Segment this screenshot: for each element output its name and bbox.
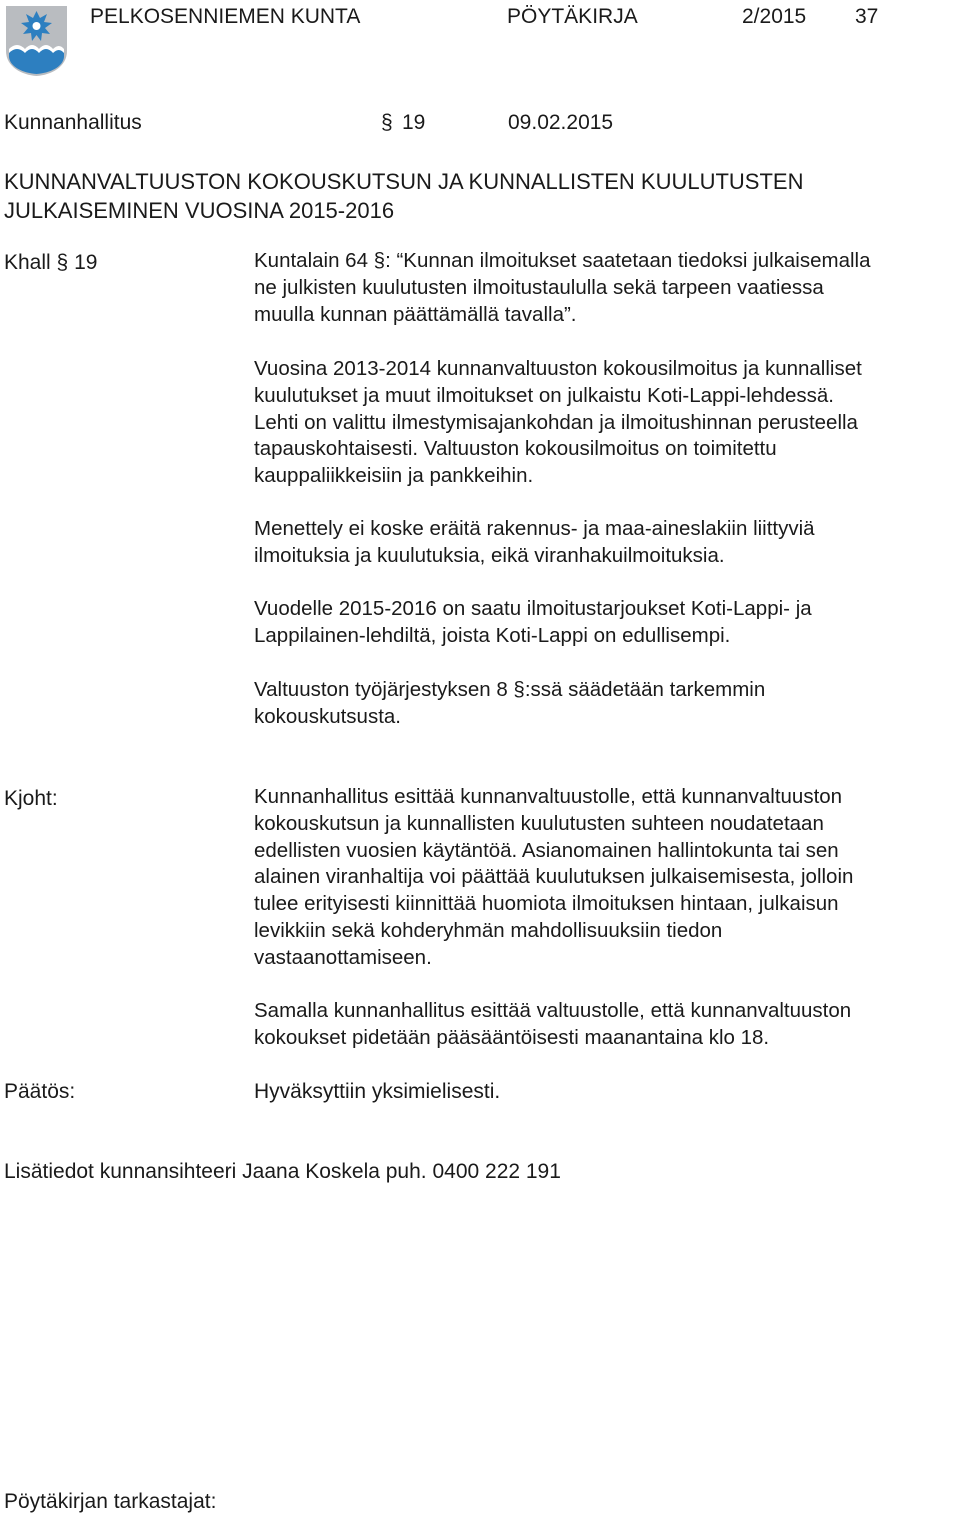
title-line-2: JULKAISEMINEN VUOSINA 2015-2016 xyxy=(4,198,395,223)
text-line: Kunnanhallitus esittää kunnanvaltuustolle, että kunnanvaltuuston xyxy=(254,785,843,808)
text-line: alainen viranhaltija voi päättää kuulutuksen julkaisemisesta, jolloin xyxy=(254,865,854,889)
text-line: Valtuuston työjärjestyksen 8 §:ssä säädetään tarkemmin xyxy=(254,678,766,701)
text-line: muulla kunnan päättämällä tavalla”. xyxy=(254,302,577,326)
text-line: kokouskutsusta. xyxy=(254,704,401,728)
text-line: edellisten vuosien käytäntöä. Asianomainen hallintokunta tai sen xyxy=(254,838,839,862)
text-line: Kuntalain 64 §: “Kunnan ilmoitukset saatetaan tiedoksi julkaisemalla xyxy=(254,249,871,272)
text-line: Lehti on valittu ilmestymisajankohdan ja ilmoitushinnan perusteella xyxy=(254,410,858,434)
municipality-name: PELKOSENNIEMEN KUNTA xyxy=(90,5,361,28)
khall-section-symbol: § xyxy=(56,251,69,274)
text-line: vastaanottamiseen. xyxy=(254,945,432,969)
paragraph-exceptions xyxy=(254,516,954,570)
contact-info: Lisätiedot kunnansihteeri Jaana Koskela puh. 0400 222 191 xyxy=(4,1160,561,1183)
text-line: Menettely ei koske eräitä rakennus- ja maa-aineslakiin liittyviä xyxy=(254,517,815,540)
meeting-body: Kunnanhallitus xyxy=(4,111,142,134)
text-line: kokouskutsun ja kunnallisten kuulutusten suhteen noudatetaan xyxy=(254,811,824,835)
text-line: tulee erityisesti kiinnittää huomiota ilmoituksen hintaan, julkaisun xyxy=(254,892,839,916)
proposal-paragraph-2 xyxy=(254,998,954,1052)
decision-label: Päätös: xyxy=(4,1080,76,1103)
text-line: Vuodelle 2015-2016 on saatu ilmoitustarjoukset Koti-Lappi- ja xyxy=(254,597,812,620)
proposal-label: Kjoht: xyxy=(4,787,58,810)
text-line: levikkiin sekä kohderyhmän mahdollisuuksiin tiedon xyxy=(254,918,723,942)
document-number: 2/2015 xyxy=(742,5,807,28)
text-line: kuulutukset ja muut ilmoitukset on julkaistu Koti-Lappi-lehdessä. xyxy=(254,383,834,407)
khall-label xyxy=(4,249,97,276)
text-line: kauppaliikkeisiin ja pankkeihin. xyxy=(254,464,534,488)
coat-of-arms-icon xyxy=(5,5,68,77)
text-line: ne julkisten kuulutusten ilmoitustaululla sekä tarpeen vaatiessa xyxy=(254,275,824,299)
paragraph-offers xyxy=(254,596,954,650)
text-line: ilmoituksia ja kuulutuksia, eikä viranhakuilmoituksia. xyxy=(254,543,725,567)
section-number: 19 xyxy=(402,111,426,134)
decision-text: Hyväksyttiin yksimielisesti. xyxy=(254,1080,501,1103)
section-symbol: § xyxy=(381,111,393,134)
text-line: Lappilainen-lehdiltä, joista Koti-Lappi on edullisempi. xyxy=(254,623,731,647)
text-line: Vuosina 2013-2014 kunnanvaltuuston kokousilmoitus ja kunnalliset xyxy=(254,357,862,380)
paragraph-rules xyxy=(254,677,954,731)
khall-number: 19 xyxy=(74,251,98,274)
paragraph-legal-basis xyxy=(254,248,954,328)
khall-text: Khall xyxy=(4,251,51,274)
meeting-date: 09.02.2015 xyxy=(508,111,614,134)
text-line: tapauskohtaisesti. Valtuuston kokousilmoitus on toimitettu xyxy=(254,437,777,461)
title-line-1: KUNNANVALTUUSTON KOKOUSKUTSUN JA KUNNALLISTEN KUULUTUSTEN xyxy=(4,169,804,194)
text-line: kokoukset pidetään pääsääntöisesti maanantaina klo 18. xyxy=(254,1025,770,1049)
proposal-paragraph-1 xyxy=(254,784,954,972)
text-line: Samalla kunnanhallitus esittää valtuustolle, että kunnanvaltuuston xyxy=(254,999,852,1022)
page-number: 37 xyxy=(855,5,879,28)
document-type: PÖYTÄKIRJA xyxy=(507,5,638,28)
reviewers-label: Pöytäkirjan tarkastajat: xyxy=(4,1490,217,1513)
paragraph-previous-years xyxy=(254,356,954,490)
